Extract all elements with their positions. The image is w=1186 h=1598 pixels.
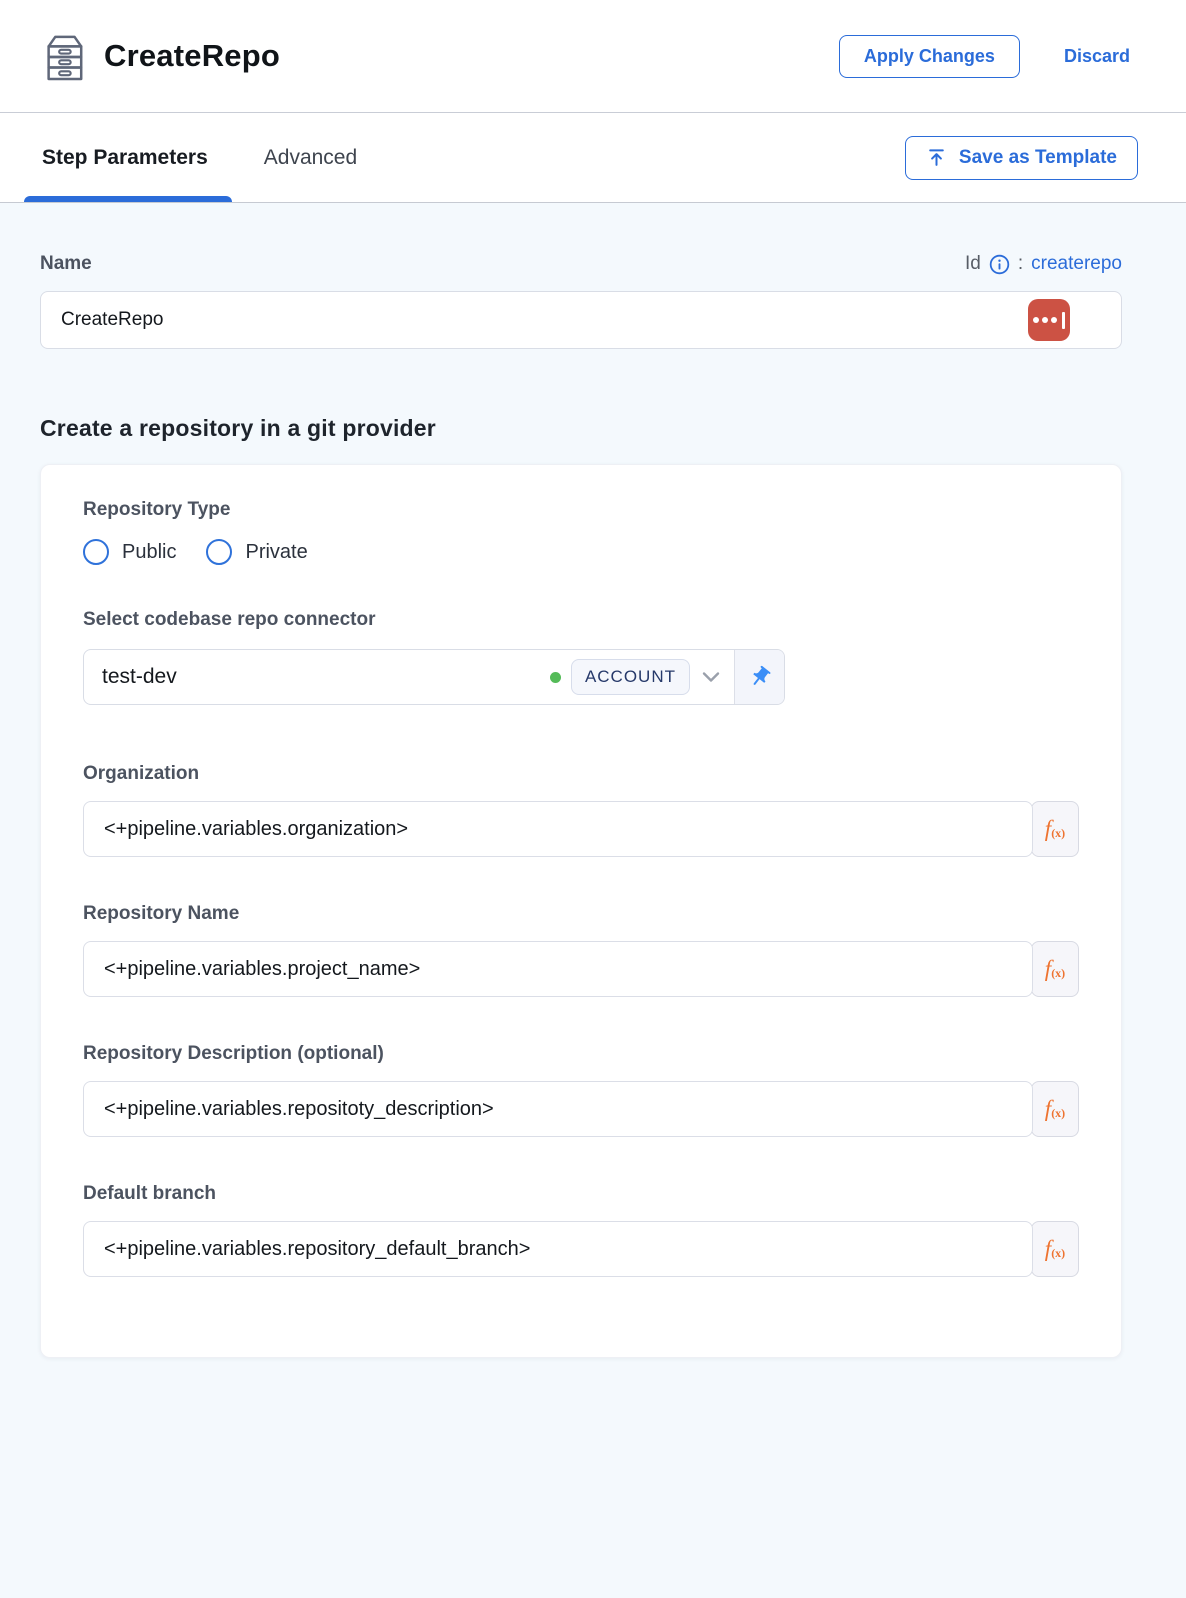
fx-sub: (x) (1051, 1245, 1066, 1260)
radio-private[interactable] (206, 539, 307, 565)
page-title: CreateRepo (104, 38, 280, 73)
default-branch-input[interactable] (83, 1221, 1033, 1277)
radio-public[interactable] (83, 539, 176, 565)
save-as-template-label: Save as Template (958, 146, 1117, 168)
name-label: Name (40, 253, 92, 274)
fx-sub: (x) (1051, 965, 1066, 980)
apply-changes-button[interactable]: Apply Changes (839, 35, 1020, 78)
fx-f: f (1044, 1096, 1052, 1121)
form-field-repository-name (83, 903, 1079, 997)
radio-public-circle[interactable] (83, 539, 109, 565)
repository-description-label: Repository Description (optional) (83, 1043, 384, 1064)
radio-private-circle[interactable] (206, 539, 232, 565)
save-as-template-button[interactable] (905, 136, 1138, 180)
info-icon[interactable] (989, 254, 1010, 275)
upload-icon (926, 147, 947, 168)
section-heading: Create a repository in a git provider (40, 415, 436, 441)
repository-type-label: Repository Type (83, 499, 231, 520)
connector-status-dot (550, 672, 561, 683)
organization-input[interactable] (83, 801, 1033, 857)
chevron-down-icon[interactable] (702, 671, 720, 683)
connector-value: test-dev (102, 665, 177, 688)
form-field-default-branch (83, 1183, 1079, 1277)
name-input[interactable] (40, 291, 1122, 349)
fx-sub: (x) (1051, 825, 1066, 840)
repository-type-radio-group (83, 539, 1079, 565)
step-id-value[interactable]: createrepo (1031, 253, 1122, 274)
repository-name-input[interactable] (83, 941, 1033, 997)
expression-fx-button[interactable] (1031, 1221, 1079, 1277)
password-manager-icon[interactable] (1028, 299, 1070, 341)
fx-sub: (x) (1051, 1105, 1066, 1120)
radio-public-label: Public (122, 540, 177, 563)
repository-description-input[interactable] (83, 1081, 1033, 1137)
id-separator: : (1017, 253, 1024, 274)
step-form-card (40, 464, 1122, 1358)
discard-button[interactable]: Discard (1063, 45, 1130, 66)
panel-header (0, 0, 1186, 113)
fx-f: f (1044, 956, 1052, 981)
expression-fx-button[interactable] (1031, 1081, 1079, 1137)
connector-label: Select codebase repo connector (83, 609, 376, 630)
pin-button[interactable] (734, 650, 784, 704)
tab-bar (0, 113, 1186, 203)
tab-advanced[interactable]: Advanced (263, 145, 358, 169)
step-drawer-icon (40, 30, 86, 82)
fx-f: f (1044, 816, 1052, 841)
expression-fx-button[interactable] (1031, 941, 1079, 997)
form-field-organization (83, 763, 1079, 857)
pin-icon (743, 660, 777, 694)
step-config-content (0, 203, 1186, 1598)
organization-label: Organization (83, 763, 200, 784)
tab-step-parameters[interactable]: Step Parameters (40, 113, 210, 202)
default-branch-label: Default branch (83, 1183, 217, 1204)
connector-scope-badge: ACCOUNT (571, 659, 690, 695)
radio-private-label: Private (245, 540, 308, 563)
repository-name-label: Repository Name (83, 903, 240, 924)
fx-f: f (1044, 1236, 1052, 1261)
form-field-repository-description (83, 1043, 1079, 1137)
id-label: Id (965, 253, 981, 274)
step-id-group (965, 253, 1122, 275)
expression-fx-button[interactable] (1031, 801, 1079, 857)
connector-select[interactable] (83, 649, 785, 705)
